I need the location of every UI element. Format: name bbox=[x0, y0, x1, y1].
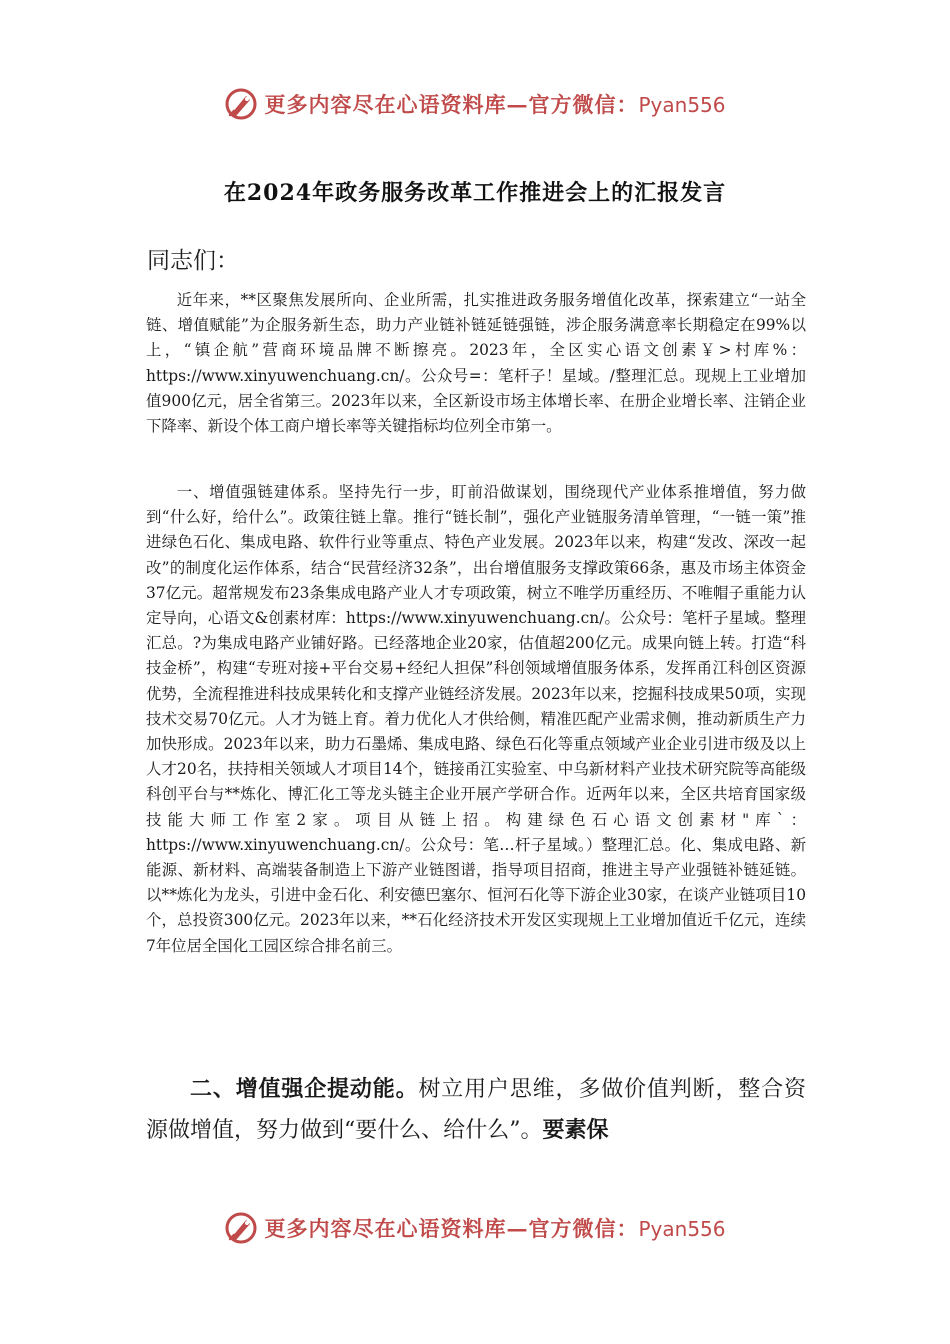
watermark-text: 更多内容尽在心语资料库—官方微信：Pyan556 bbox=[264, 1216, 726, 1241]
watermark-banner-bottom bbox=[0, 1208, 950, 1248]
section-two-text: 树立用户思维，多做价值判断，整合资源做增值，努力做到“要什么、给什么”。 bbox=[146, 1077, 806, 1143]
watermark-handle: Pyan556 bbox=[638, 1217, 726, 1241]
paragraph-section-two bbox=[146, 1069, 806, 1151]
paragraph-section-one: 一、增值强链建体系。坚持先行一步，盯前沿做谋划，围绕现代产业体系推增值，努力做到“什么好，给什么”。政策往链上靠。推行“链长制”，强化产业链服务清单管理，“一链一策”推进绿色石化、集成电路、软件行业等重点、特色产业发展。2023年以来，构建“发改、深改一起改”的制度化运作体系，结合“民营经济32条”，出台增值服务支撑政策66条，惠及市场主体资金37亿元。超常规发布23条集成电路产业人才专项政策，树立不唯学历重经历、不唯帽子重能力认定导向，心语文&创素材库：https://www.xinyuwenchuang.cn/。公众号：笔杆子星域。整理汇总。?为集成电路产业铺好路。已经落地企业20家，估值超200亿元。成果向链上转。打造“科技金桥”，构建“专班对接+平台交易+经纪人担保”科创领域增值服务体系，发挥甬江科创区资源优势，全流程推进科技成果转化和支撑产业链经济发展。2023年以来，挖掘科技成果50项，实现技术交易70亿元。人才为链上育。着力优化人才供给侧，精准匹配产业需求侧，推动新质生产力加快形成。2023年以来，助力石墨烯、集成电路、绿色石化等重点领域产业企业引进市级及以上人才20名，扶持相关领域人才项目14个，链接甬江实验室、中乌新材料产业技术研究院等高能级科创平台与**炼化、博汇化工等龙头链主企业开展产学研合作。近两年以来，全区共培育国家级技能大师工作室2家。项目从链上招。构建绿色石心语文创素材"库`：https://www.xinyuwenchuang.cn/。公众号：笔…杆子星域。）整理汇总。化、集成电路、新能源、新材料、高端装备制造上下游产业链图谱，指导项目招商，推进主导产业强链补链延链。以**炼化为龙头，引进中金石化、利安德巴塞尔、恒河石化等下游企业30家，在谈产业链项目10个，总投资300亿元。2023年以来，**石化经济技术开发区实现规上工业增加值近千亿元，连续7年位居全国化工园区综合排名前三。 bbox=[146, 483, 806, 955]
salutation: 同志们： bbox=[147, 248, 239, 274]
watermark-banner-top bbox=[0, 84, 950, 124]
pen-nib-logo-icon bbox=[224, 87, 258, 121]
section-two-tail: 要素保 bbox=[542, 1117, 609, 1143]
watermark-text: 更多内容尽在心语资料库—官方微信：Pyan556 bbox=[264, 92, 726, 117]
pen-nib-logo-icon bbox=[224, 1211, 258, 1245]
document-title: 在2024年政务服务改革工作推进会上的汇报发言 bbox=[223, 180, 727, 206]
paragraph-intro: 近年来，**区聚焦发展所向、企业所需，扎实推进政务服务增值化改革，探索建立“一站全链、增值赋能”为企服务新生态，助力产业链补链延链强链，涉企服务满意率长期稳定在99%以上，“镇企航”营商环境品牌不断擦亮。2023年，全区实心语文创素￥>村库%：https://www.xinyuwenchuang.cn/。公众号=：笔杆子！星域。/整理汇总。现规上工业增加值900亿元，居全省第三。2023年以来，全区新设市场主体增长率、在册企业增长率、注销企业下降率、新设个体工商户增长率等关键指标均位列全市第一。 bbox=[146, 291, 806, 436]
section-two-heading: 二、增值强企提动能。 bbox=[190, 1076, 419, 1102]
watermark-handle: Pyan556 bbox=[638, 93, 726, 117]
